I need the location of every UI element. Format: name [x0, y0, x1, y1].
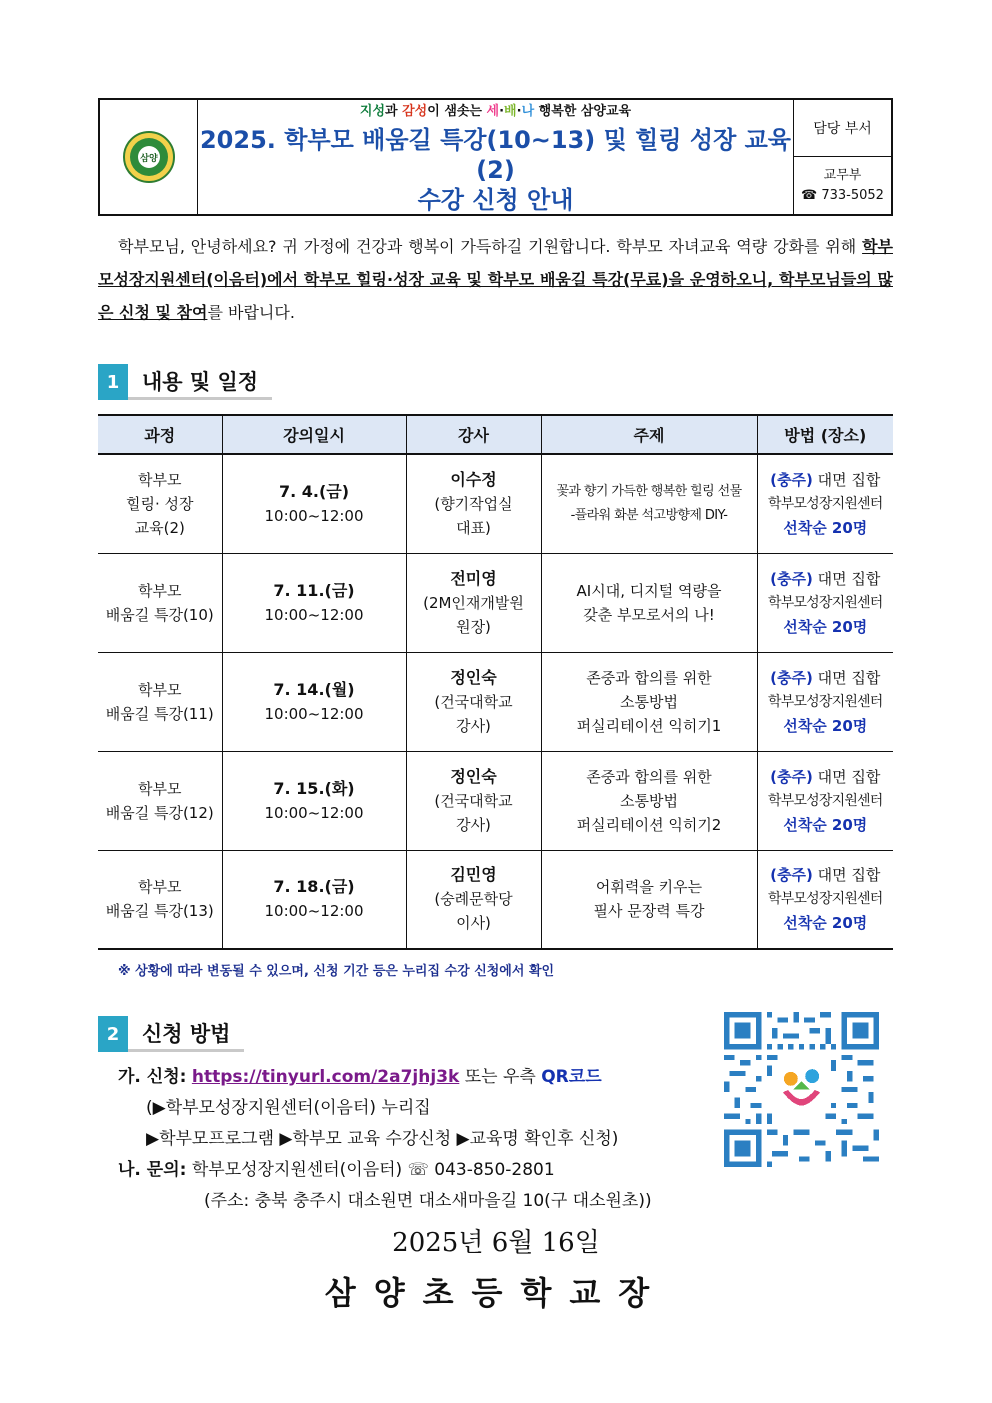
instructor-cell	[406, 553, 541, 652]
dept-label: 담당 부서	[794, 100, 891, 157]
slogan-word-5: 세	[486, 103, 500, 119]
method-capacity: 선착순 20명	[783, 617, 868, 636]
instructor-cell	[406, 850, 541, 949]
slogan-part-2: 과	[385, 103, 403, 119]
method-place: 학부모성장지원센터	[767, 792, 883, 809]
apply-path-line1: (▶학부모성장지원센터(이음터) 누리집	[146, 1098, 431, 1118]
course-line: 학부모	[138, 878, 182, 897]
doc-title-line2: 수강 신청 안내	[417, 185, 574, 214]
inquiry-line	[118, 1155, 652, 1186]
method-type: 대면 집합	[812, 569, 881, 588]
topic-line: 갖춘 부모로서의 나!	[583, 605, 715, 624]
course-cell	[98, 751, 222, 850]
instructor-affiliation: (향기작업실	[434, 494, 513, 513]
slogan-word-7: 배	[504, 103, 517, 119]
school-principal: 삼양초등학교장	[324, 1274, 668, 1312]
lecture-time: 10:00~12:00	[264, 704, 364, 723]
instructor-affiliation: 이사)	[456, 914, 491, 933]
col-header-date: 강의일시	[222, 415, 406, 454]
lecture-time: 10:00~12:00	[264, 902, 364, 921]
instructor-affiliation: (숭례문학당	[434, 890, 513, 909]
method-cell	[757, 751, 893, 850]
date-cell	[222, 553, 406, 652]
doc-title-line1: 2025. 학부모 배움길 특강(10~13) 및 힐링 성장 교육(2)	[199, 125, 791, 184]
course-line: 학부모	[138, 581, 182, 600]
topic-line: 퍼실리테이션 익히기1	[576, 716, 722, 735]
course-line: 배움길 특강(13)	[105, 902, 214, 921]
slogan	[360, 100, 631, 119]
table-row	[98, 751, 893, 850]
address-line: (주소: 충북 충주시 대소원면 대소새마을길 10(구 대소원초))	[204, 1191, 652, 1211]
topic-cell	[541, 751, 757, 850]
instructor-affiliation: (건국대학교	[434, 791, 513, 810]
apply-line-a	[118, 1062, 652, 1093]
lecture-time: 10:00~12:00	[264, 506, 364, 525]
instructor-affiliation: 강사)	[456, 716, 491, 735]
title-cell	[198, 100, 794, 214]
intro-text-highlight: 학부모성장지원센터(이음터)에서 학부모 힐링·성장 교육 및 학부모 배움길 특강(무료)을 운영하오니, 학부모님들의 많은 신청 및 참여	[98, 237, 893, 322]
slogan-word-9: 나	[521, 103, 535, 119]
instructor-cell	[406, 454, 541, 553]
instructor-cell	[406, 751, 541, 850]
dept-info	[794, 157, 891, 214]
section-1-number: 1	[98, 364, 128, 400]
instructor-cell	[406, 652, 541, 751]
method-capacity: 선착순 20명	[783, 518, 868, 537]
lecture-time: 10:00~12:00	[264, 803, 364, 822]
date-cell	[222, 751, 406, 850]
school-logo-icon	[123, 131, 175, 183]
doc-header	[98, 98, 893, 216]
lecture-date: 7. 11.(금)	[273, 580, 355, 600]
slogan-part-4: 이 샘솟는	[427, 103, 487, 119]
qr-code-label: QR코드	[541, 1067, 602, 1087]
col-header-method: 방법 (장소)	[757, 415, 893, 454]
schedule-note: ※ 상황에 따라 변동될 수 있으며, 신청 기간 등은 누리집 수강 신청에서 확인	[118, 964, 555, 979]
lecture-time: 10:00~12:00	[264, 605, 364, 624]
dept-phone: ☎ 733-5052	[801, 187, 884, 203]
topic-cell	[541, 553, 757, 652]
slogan-dot-1: ·	[499, 103, 505, 119]
topic-line: 꽃과 향기 가득한 행복한 힐링 선물	[556, 483, 742, 499]
issue-date: 2025년 6월 16일	[392, 1228, 600, 1258]
intro-paragraph	[98, 230, 893, 329]
method-region: (충주)	[770, 668, 813, 687]
method-type: 대면 집합	[812, 767, 881, 786]
date-cell	[222, 850, 406, 949]
method-place: 학부모성장지원센터	[767, 891, 883, 908]
instructor-affiliation: (건국대학교	[434, 692, 513, 711]
section-1-title: 내용 및 일정	[128, 364, 272, 400]
lecture-date: 7. 4.(금)	[278, 481, 350, 501]
apply-mid-text: 또는 우측	[459, 1067, 542, 1087]
table-row	[98, 850, 893, 949]
method-region: (충주)	[770, 767, 813, 786]
method-region: (충주)	[770, 866, 813, 885]
method-capacity: 선착순 20명	[783, 815, 868, 834]
method-type: 대면 집합	[812, 470, 881, 489]
method-cell	[757, 454, 893, 553]
method-cell	[757, 652, 893, 751]
method-type: 대면 집합	[812, 668, 881, 687]
course-line: 학부모	[138, 779, 182, 798]
method-cell	[757, 850, 893, 949]
lecture-date: 7. 15.(화)	[273, 778, 355, 798]
instructor-affiliation: (2M인재개발원	[423, 593, 524, 612]
schedule-table	[98, 414, 893, 950]
section-2-heading	[98, 1016, 244, 1052]
qr-code-icon[interactable]	[724, 1012, 879, 1167]
section-1-heading	[98, 364, 272, 400]
course-line: 학부모	[138, 680, 182, 699]
instructor-name: 정인숙	[450, 766, 497, 786]
inquiry-text: 학부모성장지원센터(이음터) ☏ 043-850-2801	[186, 1160, 555, 1180]
method-place: 학부모성장지원센터	[767, 693, 883, 710]
instructor-affiliation: 대표)	[456, 518, 491, 537]
method-region: (충주)	[770, 470, 813, 489]
logo-text: 삼양	[139, 154, 158, 164]
slogan-word-1: 지성	[359, 103, 386, 119]
lecture-date: 7. 18.(금)	[273, 877, 355, 897]
date-cell	[222, 454, 406, 553]
apply-path-line2: ▶학부모프로그램 ▶학부모 교육 수강신청 ▶교육명 확인후 신청)	[146, 1129, 619, 1149]
course-line: 배움길 특강(11)	[105, 704, 214, 723]
course-line: 힐링· 성장	[126, 494, 194, 513]
topic-line: 필사 문장력 특강	[593, 902, 705, 921]
apply-label: 가. 신청:	[118, 1067, 187, 1087]
topic-line: 퍼실리테이션 익히기2	[576, 815, 722, 834]
col-header-topic: 주제	[541, 415, 757, 454]
method-capacity: 선착순 20명	[783, 716, 868, 735]
course-cell	[98, 850, 222, 949]
slogan-part-10: 행복한 삼양교육	[534, 103, 632, 119]
apply-info	[118, 1062, 652, 1217]
course-line: 배움길 특강(12)	[105, 803, 214, 822]
course-line: 학부모	[138, 470, 182, 489]
apply-link[interactable]: https://tinyurl.com/2a7jhj3k	[191, 1067, 460, 1087]
course-cell	[98, 652, 222, 751]
topic-line: 존중과 합의를 위한	[586, 767, 712, 786]
table-row	[98, 652, 893, 751]
topic-line: AI시대, 디지털 역량을	[576, 581, 722, 600]
lecture-date: 7. 14.(월)	[273, 679, 355, 699]
topic-line: -플라워 화분 석고방향제 DIY-	[570, 507, 728, 523]
school-logo-cell	[100, 100, 198, 214]
instructor-name: 전미영	[450, 568, 497, 588]
method-cell	[757, 553, 893, 652]
method-region: (충주)	[770, 569, 813, 588]
topic-line: 소통방법	[620, 791, 678, 810]
topic-line: 소통방법	[620, 692, 678, 711]
instructor-affiliation: 원장)	[456, 617, 491, 636]
course-line: 배움길 특강(10)	[105, 605, 214, 624]
inquiry-label: 나. 문의:	[118, 1160, 187, 1180]
intro-text-3: 를 바랍니다.	[207, 303, 295, 322]
topic-line: 어휘력을 키우는	[595, 878, 703, 897]
intro-text-1: 학부모님, 안녕하세요? 귀 가정에 건강과 행복이 가득하길 기원합니다. 학부모 자녀교육 역량 강화를 위해	[118, 237, 863, 256]
course-cell	[98, 553, 222, 652]
slogan-dot-2: ·	[516, 103, 522, 119]
dept-name: 교무부	[823, 167, 862, 183]
topic-line: 존중과 합의를 위한	[586, 668, 712, 687]
instructor-name: 이수정	[450, 469, 497, 489]
table-row	[98, 553, 893, 652]
course-cell	[98, 454, 222, 553]
slogan-word-3: 감성	[402, 103, 428, 119]
section-2-title: 신청 방법	[128, 1016, 244, 1052]
topic-cell	[541, 850, 757, 949]
method-type: 대면 집합	[812, 866, 881, 885]
course-line: 교육(2)	[134, 518, 185, 537]
section-2-number: 2	[98, 1016, 128, 1052]
table-row	[98, 454, 893, 553]
date-cell	[222, 652, 406, 751]
method-capacity: 선착순 20명	[783, 914, 868, 933]
method-place: 학부모성장지원센터	[767, 594, 883, 611]
method-place: 학부모성장지원센터	[767, 495, 883, 512]
topic-cell	[541, 652, 757, 751]
topic-cell	[541, 454, 757, 553]
table-header-row	[98, 415, 893, 454]
instructor-name: 정인숙	[450, 667, 497, 687]
instructor-affiliation: 강사)	[456, 815, 491, 834]
dept-cell	[794, 100, 891, 214]
col-header-course: 과정	[98, 415, 222, 454]
instructor-name: 김민영	[450, 865, 497, 885]
col-header-instructor: 강사	[406, 415, 541, 454]
